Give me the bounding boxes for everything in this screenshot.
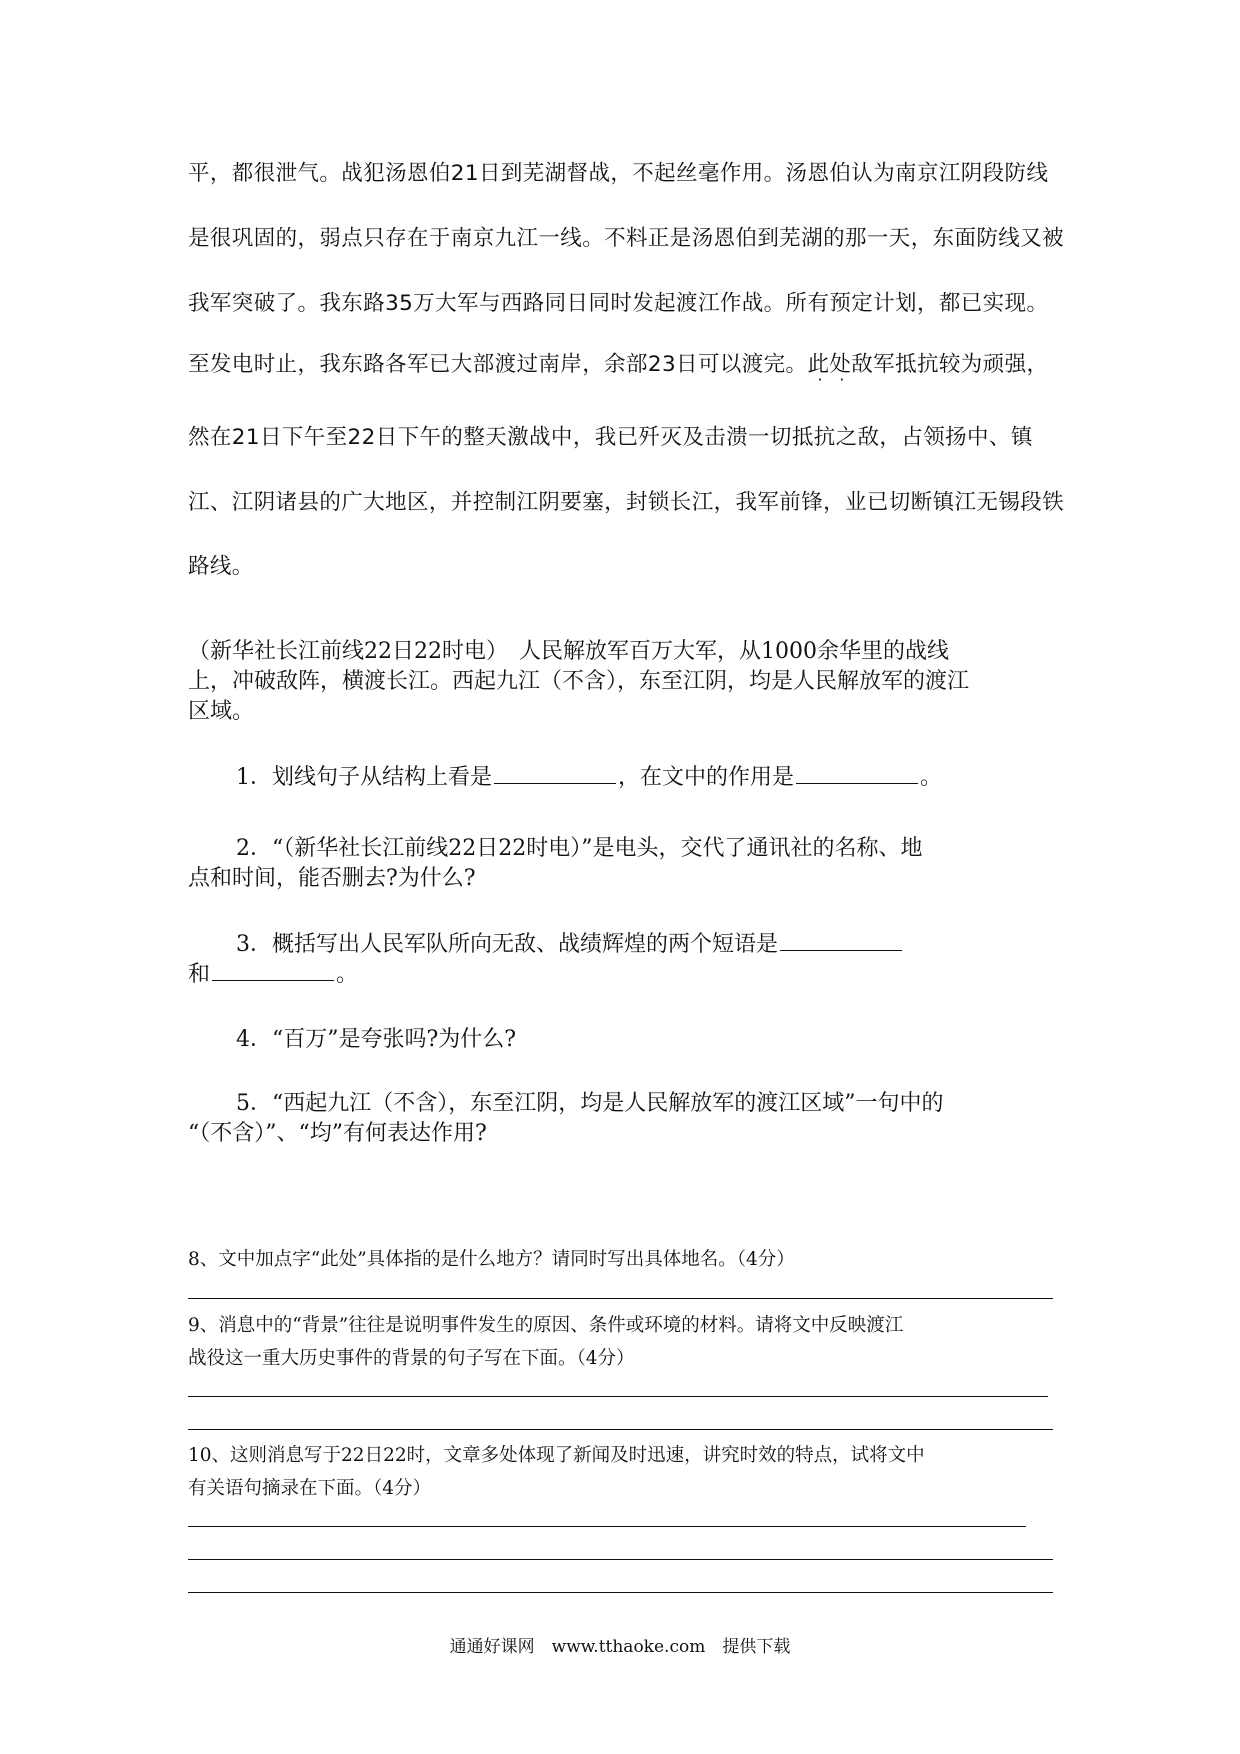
question-3-text-end: 。 [336,962,359,987]
passage-line-5: 然在21日下午至22日下午的整天激战中，我已歼灭及击溃一切抵抗之敌，占领扬中、镇 [188,425,1033,450]
passage-line-7: 路线。 [188,554,254,579]
question-2-line-1: 2．“（新华社长江前线22日22时电）”是电头，交代了通讯社的名称、地 [236,836,923,861]
passage-line-4-pre: 至发电时止，我东路各军已大部渡过南岸，余部23日可以渡完。 [188,352,808,377]
question-3-text: 3．概括写出人民军队所向无敌、战绩辉煌的两个短语是 [236,932,778,957]
question-9-line-1: 9、消息中的“背景”往往是说明事件发生的原因、条件或环境的材料。请将文中反映渡江 [188,1315,904,1336]
question-2-line-2: 点和时间，能否删去?为什么? [188,866,476,891]
question-3-text-and: 和 [188,962,211,987]
question-10-line-1: 10、这则消息写于22日22时，文章多处体现了新闻及时迅速，讲究时效的特点，试将文中 [188,1445,925,1466]
answer-blank-1a[interactable] [494,761,616,784]
question-5-line-2: “（不含）”、“均”有何表达作用? [188,1121,487,1146]
question-10-line-2: 有关语句摘录在下面。（4分） [188,1478,432,1499]
question-1-text-a: 1．划线句子从结构上看是 [236,765,492,790]
page-footer: 通通好课网 www.tthaoke.com 提供下载 [449,1637,791,1657]
question-8: 8、文中加点字“此处”具体指的是什么地方？请同时写出具体地名。（4分） [188,1249,795,1270]
excerpt-line-2: 上，冲破敌阵，横渡长江。西起九江（不含），东至江阴，均是人民解放军的渡江 [188,669,970,694]
dotted-char-chu: 处 [829,352,852,377]
question-3-line-1 [236,927,904,958]
question-4: 4．“百万”是夸张吗?为什么? [236,1027,517,1052]
answer-line-10c[interactable] [188,1592,1053,1593]
answer-line-10b[interactable] [188,1559,1053,1560]
question-1-text-c: 。 [920,765,943,790]
question-5-line-1: 5．“西起九江（不含），东至江阴，均是人民解放军的渡江区域”一句中的 [236,1091,944,1116]
passage-line-1: 平，都很泄气。战犯汤恩伯21日到芜湖督战，不起丝毫作用。汤恩伯认为南京江阴段防线 [188,161,1049,186]
dotted-char-ci: 此 [807,352,830,377]
passage-line-6: 江、江阴诸县的广大地区，并控制江阴要塞，封锁长江，我军前锋，业已切断镇江无锡段铁 [188,490,1065,515]
passage-line-4-post: 敌军抵抗较为顽强， [851,352,1049,377]
passage-line-3: 我军突破了。我东路35万大军与西路同日同时发起渡江作战。所有预定计划，都已实现。 [188,291,1049,316]
answer-line-8[interactable] [188,1298,1053,1299]
answer-blank-3a[interactable] [780,928,902,951]
answer-line-9a[interactable] [188,1396,1048,1397]
excerpt-line-1: （新华社长江前线22日22时电） 人民解放军百万大军，从1000余华里的战线 [188,639,949,664]
passage-line-2: 是很巩固的，弱点只存在于南京九江一线。不料正是汤恩伯到芜湖的那一天，东面防线又被 [188,226,1065,251]
excerpt-line-3: 区域。 [188,699,255,724]
passage-line-4 [188,347,1048,378]
answer-line-10a[interactable] [188,1526,1026,1527]
question-9-line-2: 战役这一重大历史事件的背景的句子写在下面。（4分） [188,1348,635,1369]
question-1 [236,760,942,791]
answer-line-9b[interactable] [188,1429,1053,1430]
question-1-text-b: ，在文中的作用是 [618,765,795,790]
answer-blank-3b[interactable] [212,958,334,981]
answer-blank-1b[interactable] [796,761,918,784]
question-3-line-2 [188,957,358,988]
